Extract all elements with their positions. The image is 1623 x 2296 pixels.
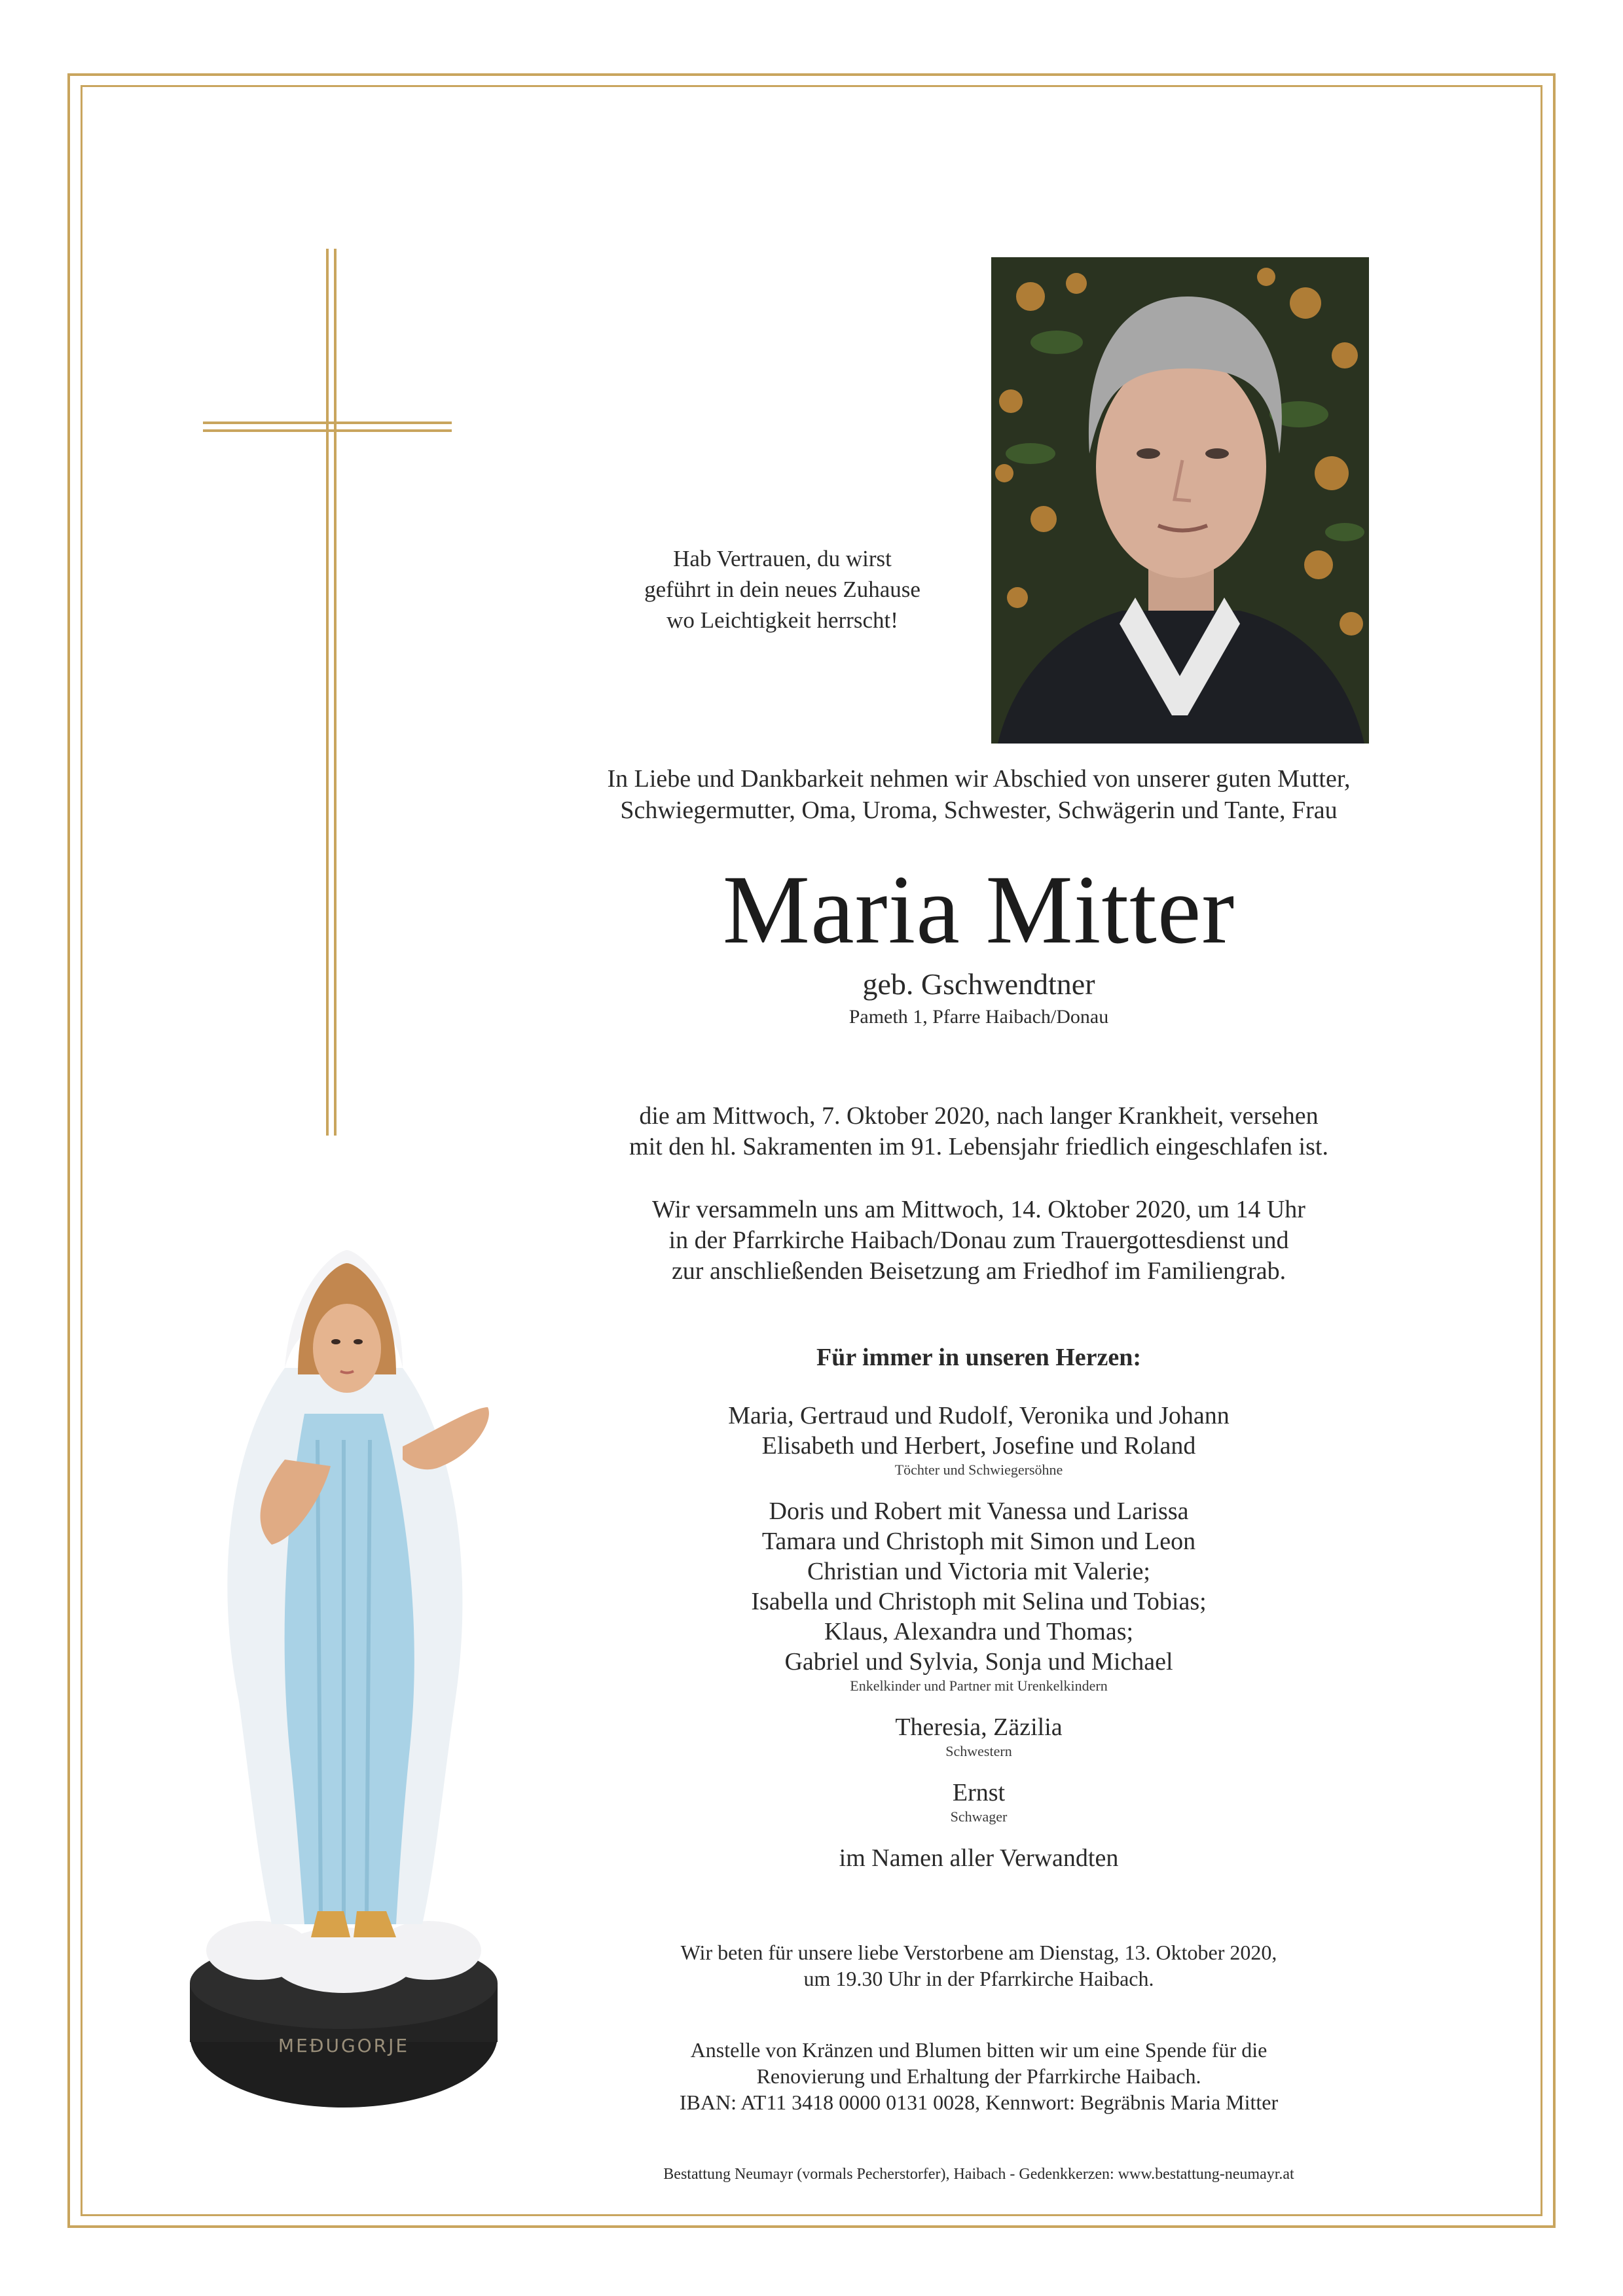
quote-line: wo Leichtigkeit herrscht! (666, 607, 898, 633)
rosary-notice (511, 1939, 1447, 1992)
mourner-role: Schwestern (945, 1743, 1012, 1759)
donation-notice (511, 2037, 1447, 2115)
quote-line: geführt in dein neues Zuhause (644, 577, 921, 602)
mourner-line: Theresia, Zäzilia (895, 1713, 1063, 1741)
mourner-line: Klaus, Alexandra und Thomas; (824, 1618, 1134, 1645)
deceased-address: Pameth 1, Pfarre Haibach/Donau (848, 1006, 1109, 1028)
rosary-line: um 19.30 Uhr in der Pfarrkirche Haibach. (803, 1967, 1154, 1990)
madonna-statue-image (187, 1244, 507, 2121)
mourner-line: Gabriel und Sylvia, Sonja und Michael (784, 1648, 1173, 1676)
mourner-group-brother-in-law (511, 1778, 1447, 1826)
mourner-line: Isabella und Christoph mit Selina und Tobias; (751, 1588, 1207, 1615)
mourner-line: Tamara und Christoph mit Simon und Leon (761, 1528, 1196, 1555)
service-line: zur anschließenden Beisetzung am Friedhof im Familiengrab. (671, 1257, 1286, 1285)
mourner-role: Töchter und Schwiegersöhne (894, 1462, 1063, 1478)
service-line: in der Pfarrkirche Haibach/Donau zum Trauergottesdienst und (668, 1227, 1289, 1254)
death-line: mit den hl. Sakramenten im 91. Lebensjahr friedlich eingeschlafen ist. (629, 1133, 1328, 1160)
mourner-group-children (511, 1401, 1447, 1479)
mourner-line: Christian und Victoria mit Valerie; (807, 1558, 1150, 1585)
gold-cross-icon (203, 249, 452, 1136)
mourner-group-sisters (511, 1712, 1447, 1761)
mourners-heading: Für immer in unseren Herzen: (816, 1344, 1142, 1371)
memorial-quote (576, 543, 989, 636)
mourners-list (511, 1401, 1447, 1873)
mourner-role: Enkelkinder und Partner mit Urenkelkindern (850, 1677, 1108, 1694)
donation-line: Anstelle von Kränzen und Blumen bitten wir um eine Spende für die (690, 2038, 1267, 2062)
svg-text:MEĐUGORJE: MEĐUGORJE (278, 2035, 410, 2056)
mourner-line: Elisabeth und Herbert, Josefine und Roland (761, 1432, 1196, 1460)
service-line: Wir versammeln uns am Mittwoch, 14. Oktober 2020, um 14 Uhr (652, 1196, 1305, 1223)
birth-name: geb. Gschwendtner (862, 967, 1095, 1001)
donation-line: IBAN: AT11 3418 0000 0131 0028, Kennwort: Begräbnis Maria Mitter (679, 2090, 1279, 2114)
mourner-line: Doris und Robert mit Vanessa und Larissa (769, 1498, 1189, 1525)
donation-line: Renovierung und Erhaltung der Pfarrkirche Haibach. (756, 2064, 1201, 2088)
mourner-line: Ernst (952, 1779, 1006, 1806)
mourner-line: Maria, Gertraud und Rudolf, Veronika und Johann (728, 1402, 1230, 1429)
funeral-home-footer: Bestattung Neumayr (vormals Pecherstorfer), Haibach - Gedenkkerzen: www.bestattung-neumayr.at (663, 2166, 1294, 2183)
quote-line: Hab Vertrauen, du wirst (673, 546, 892, 571)
mourner-role: Schwager (950, 1808, 1008, 1825)
portrait-photo (991, 257, 1369, 744)
death-notice-text (511, 1101, 1447, 1162)
farewell-intro (511, 763, 1447, 826)
relatives-line: im Namen aller Verwandten (839, 1844, 1119, 1872)
deceased-name: Maria Mitter (722, 855, 1235, 964)
rosary-line: Wir beten für unsere liebe Verstorbene am Dienstag, 13. Oktober 2020, (680, 1941, 1277, 1964)
intro-line: In Liebe und Dankbarkeit nehmen wir Abschied von unserer guten Mutter, (607, 765, 1351, 793)
intro-line: Schwiegermutter, Oma, Uroma, Schwester, Schwägerin und Tante, Frau (620, 797, 1338, 824)
mourner-group-grandchildren (511, 1496, 1447, 1695)
funeral-service-text (511, 1194, 1447, 1287)
death-line: die am Mittwoch, 7. Oktober 2020, nach langer Krankheit, versehen (639, 1102, 1319, 1130)
